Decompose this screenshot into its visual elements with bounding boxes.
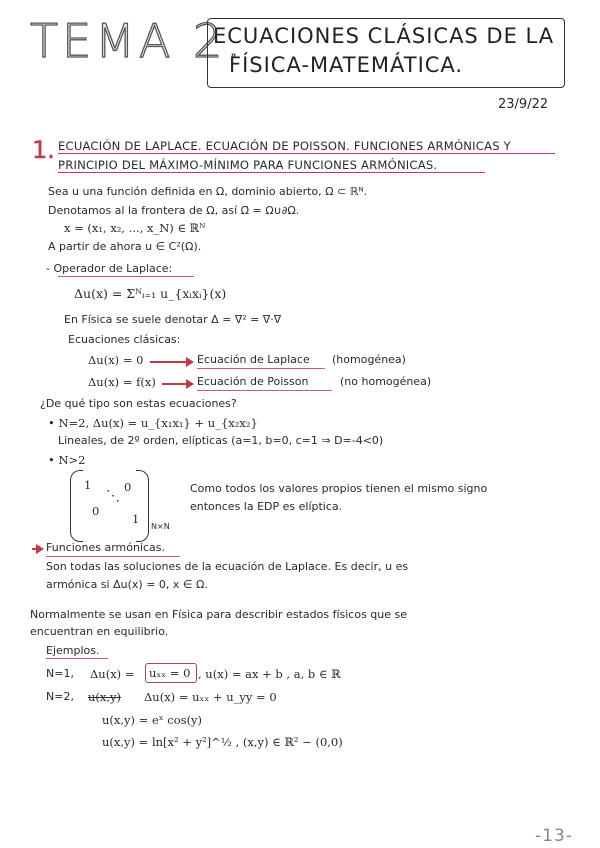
example-n1-solution: , u(x) = ax + b , a, b ∈ ℝ xyxy=(198,667,341,681)
chapter-label: TEMA 2. xyxy=(30,14,245,68)
examples-heading: Ejemplos. xyxy=(46,644,100,657)
laplace-name-underline xyxy=(197,368,325,369)
poisson-equation: Δu(x) = f(x) xyxy=(88,375,156,389)
example-n2-solution2: u(x,y) = ln[x² + y²]^½ , (x,y) ∈ ℝ² − (0,0) xyxy=(102,735,343,749)
matrix-entry-22: 1 xyxy=(132,512,140,526)
example-n1-label: N=1, xyxy=(46,667,74,680)
chapter-title-line1: ECUACIONES CLÁSICAS DE LA xyxy=(213,24,555,48)
section-underline-1 xyxy=(58,153,555,154)
laplace-operator-underline xyxy=(58,276,194,277)
example-n2-equation: Δu(x) = uₓₓ + u_yy = 0 xyxy=(144,690,277,704)
date: 23/9/22 xyxy=(498,97,549,112)
n2-case: • N=2, Δu(x) = u_{x₁x₁} + u_{x₂x₂} xyxy=(48,416,258,430)
intro-line2: Denotamos al la frontera de Ω, así Ω̄ = Ω∪∂Ω. xyxy=(48,204,300,217)
ngt2-case: • N>2 xyxy=(48,453,86,467)
harmonic-heading-underline xyxy=(46,556,180,557)
page-number: -13- xyxy=(535,826,573,846)
laplace-notation-note: En Física se suele denotar Δ = ∇² = ∇·∇ xyxy=(64,313,282,326)
classical-equations-heading: Ecuaciones clásicas: xyxy=(68,333,181,346)
matrix-size: N×N xyxy=(151,522,170,531)
laplace-operator-formula: Δu(x) = Σᴺᵢ₌₁ u_{xᵢxᵢ}(x) xyxy=(74,286,227,301)
eigenvalue-note-line2: entonces la EDP es elíptica. xyxy=(190,500,343,513)
matrix-diagonal-dots: ⋱ xyxy=(106,488,120,504)
harmonic-def-line1: Son todas las soluciones de la ecuación de Laplace. Es decir, u es xyxy=(46,560,409,573)
intro-line1: Sea u una función definida en Ω, dominio abierto, Ω ⊂ ℝᴺ. xyxy=(48,185,368,198)
example-n1-laplacian: Δu(x) = xyxy=(90,667,135,681)
laplace-equation-name: Ecuación de Laplace xyxy=(197,353,310,366)
harmonic-def-line2: armónica si Δu(x) = 0, x ∈ Ω. xyxy=(46,578,208,591)
poisson-equation-note: (no homogénea) xyxy=(340,375,432,388)
section-title-line1: ECUACIÓN DE LAPLACE. ECUACIÓN DE POISSON. FUNCIONES ARMÓNICAS Y xyxy=(58,139,511,153)
intro-line3: x = (x₁, x₂, ..., x_N) ∈ ℝᴺ xyxy=(64,221,206,235)
harmonic-heading: Funciones armónicas. xyxy=(46,541,166,554)
example-n2-solution1: u(x,y) = eˣ cos(y) xyxy=(102,713,203,727)
matrix-right-paren xyxy=(136,470,149,542)
example-n1-boxed-eq: uₓₓ = 0 xyxy=(149,666,191,680)
example-n2-struck-text: u(x,y) xyxy=(88,690,122,704)
section-number: 1. xyxy=(32,136,55,164)
n2-case-detail: Lineales, de 2º orden, elípticas (a=1, b=0, c=1 ⇒ D=-4<0) xyxy=(58,434,384,447)
laplace-equation-note: (homogénea) xyxy=(332,353,406,366)
eigenvalue-note-line1: Como todos los valores propios tienen el mismo signo xyxy=(190,482,488,495)
harmonic-usage-line2: encuentran en equilibrio. xyxy=(30,625,169,638)
examples-underline xyxy=(46,658,108,659)
matrix-entry-11: 1 xyxy=(84,478,92,492)
harmonic-arrow xyxy=(32,548,42,550)
chapter-title-line2: FÍSICA-MATEMÁTICA. xyxy=(229,53,464,77)
type-question: ¿De qué tipo son estas ecuaciones? xyxy=(40,397,237,410)
laplace-equation: Δu(x) = 0 xyxy=(88,353,144,367)
matrix-entry-21: 0 xyxy=(92,504,100,518)
example-n2-label: N=2, xyxy=(46,690,74,703)
matrix-left-paren xyxy=(70,470,83,542)
arrow-to-poisson xyxy=(162,383,192,385)
harmonic-usage-line1: Normalmente se usan en Física para describir estados físicos que se xyxy=(30,608,408,621)
section-title-line2: PRINCIPIO DEL MÁXIMO-MÍNIMO PARA FUNCIONES ARMÓNICAS. xyxy=(58,158,438,172)
section-underline-2 xyxy=(58,172,485,173)
matrix-entry-12: 0 xyxy=(124,480,132,494)
poisson-name-underline xyxy=(197,390,332,391)
arrow-to-laplace xyxy=(150,361,192,363)
intro-line4: A partir de ahora u ∈ C²(Ω). xyxy=(48,240,202,253)
poisson-equation-name: Ecuación de Poisson xyxy=(197,375,309,388)
laplace-operator-heading: - Operador de Laplace: xyxy=(46,262,173,275)
